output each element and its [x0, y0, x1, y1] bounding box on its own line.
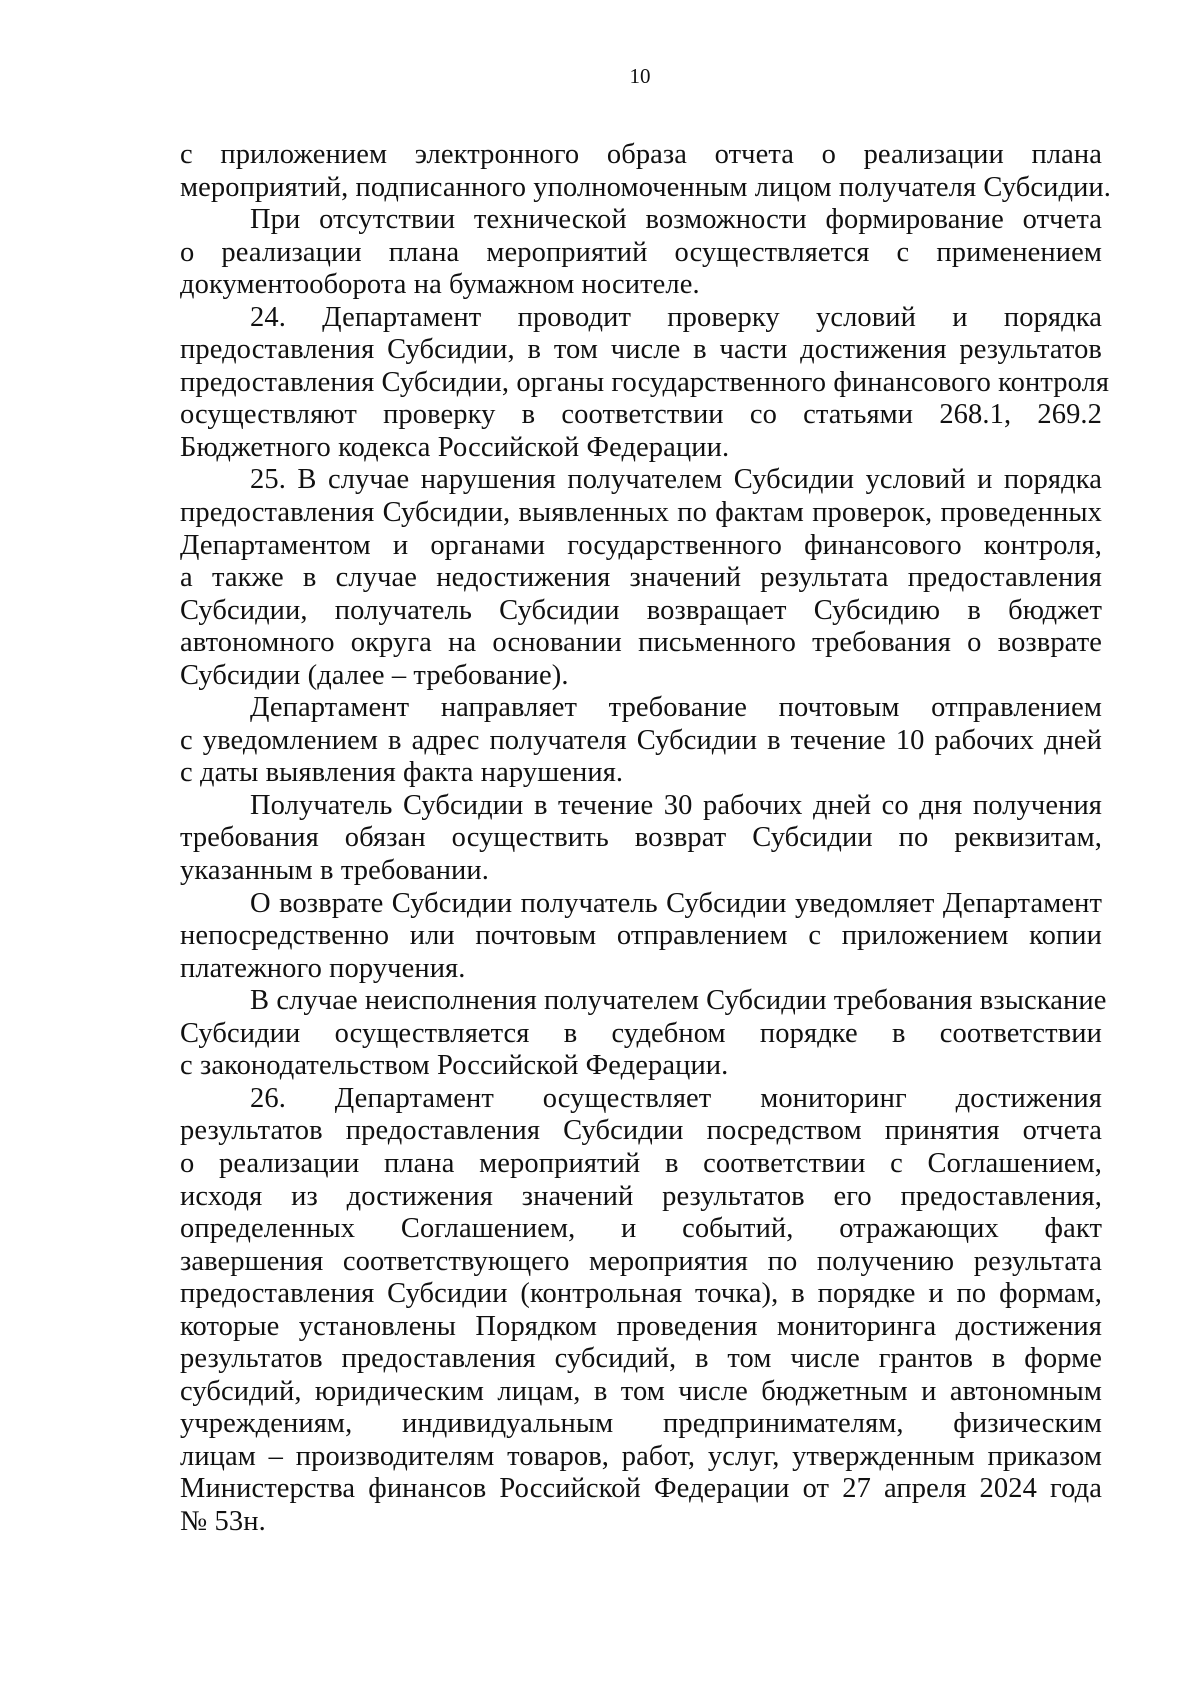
text-line: осуществляют проверку в соответствии со статьями 268.1, 269.2 [180, 399, 1102, 431]
text-line: Субсидии осуществляется в судебном порядке в соответствии [180, 1017, 1102, 1049]
text-line: указанным в требовании. [180, 855, 489, 887]
text-line: Бюджетного кодекса Российской Федерации. [180, 431, 730, 463]
text-line: с уведомлением в адрес получателя Субсидии в течение 10 рабочих дней [180, 724, 1102, 756]
text-line: предоставления Субсидии, в том числе в части достижения результатов [180, 334, 1102, 366]
text-line: требования обязан осуществить возврат Субсидии по реквизитам, [180, 822, 1102, 854]
text-line: Субсидии, получатель Субсидии возвращает Субсидию в бюджет [180, 594, 1102, 626]
text-line: Департаментом и органами государственного финансового контроля, [180, 529, 1102, 561]
text-line: О возврате Субсидии получатель Субсидии уведомляет Департамент [250, 887, 1102, 919]
text-line: с даты выявления факта нарушения. [180, 757, 624, 789]
text-line: автономного округа на основании письменного требования о возврате [180, 627, 1102, 659]
text-line: исходя из достижения значений результатов его предоставления, [180, 1180, 1102, 1212]
text-line: 25. В случае нарушения получателем Субсидии условий и порядка [250, 464, 1102, 496]
text-line: Министерства финансов Российской Федерации от 27 апреля 2024 года [180, 1473, 1102, 1505]
text-line: Субсидии (далее – требование). [180, 659, 569, 691]
text-line: учреждениям, индивидуальным предпринимателям, физическим [180, 1408, 1102, 1440]
text-line: предоставления Субсидии, органы государственного финансового контроля [180, 366, 1110, 398]
text-line: 24. Департамент проводит проверку условий и порядка [250, 301, 1102, 333]
text-line: а также в случае недостижения значений результата предоставления [180, 562, 1102, 594]
text-line: платежного поручения. [180, 952, 466, 984]
text-line: В случае неисполнения получателем Субсидии требования взыскание [250, 985, 1107, 1017]
text-line: 26. Департамент осуществляет мониторинг достижения [250, 1082, 1102, 1114]
text-line: предоставления Субсидии, выявленных по фактам проверок, проведенных [180, 497, 1102, 529]
text-line: № 53н. [180, 1505, 266, 1537]
text-line: субсидий, юридическим лицам, в том числе бюджетным и автономным [180, 1375, 1102, 1407]
text-line: лицам – производителям товаров, работ, услуг, утвержденным приказом [180, 1440, 1102, 1472]
text-line: которые установлены Порядком проведения мониторинга достижения [180, 1310, 1102, 1342]
text-line: Получатель Субсидии в течение 30 рабочих дней со дня получения [250, 789, 1102, 821]
text-line: документооборота на бумажном носителе. [180, 269, 700, 301]
text-line: результатов предоставления Субсидии посредством принятия отчета [180, 1115, 1102, 1147]
text-line: о реализации плана мероприятий в соответствии с Соглашением, [180, 1147, 1102, 1179]
text-line: результатов предоставления субсидий, в том числе грантов в форме [180, 1343, 1102, 1375]
document-body [180, 139, 1112, 1539]
text-line: с законодательством Российской Федерации. [180, 1050, 729, 1082]
text-line: определенных Соглашением, и событий, отражающих факт [180, 1213, 1102, 1245]
text-line: предоставления Субсидии (контрольная точка), в порядке и по формам, [180, 1278, 1102, 1310]
text-line: завершения соответствующего мероприятия по получению результата [180, 1245, 1102, 1277]
text-line: мероприятий, подписанного уполномоченным лицом получателя Субсидии. [180, 171, 1112, 203]
text-line: При отсутствии технической возможности формирование отчета [250, 204, 1102, 236]
text-line: о реализации плана мероприятий осуществляется с применением [180, 236, 1102, 268]
text-line: с приложением электронного образа отчета о реализации плана [180, 139, 1102, 170]
page-number: 10 [629, 64, 651, 88]
text-line: непосредственно или почтовым отправлением с приложением копии [180, 920, 1102, 952]
text-line: Департамент направляет требование почтовым отправлением [250, 692, 1102, 724]
